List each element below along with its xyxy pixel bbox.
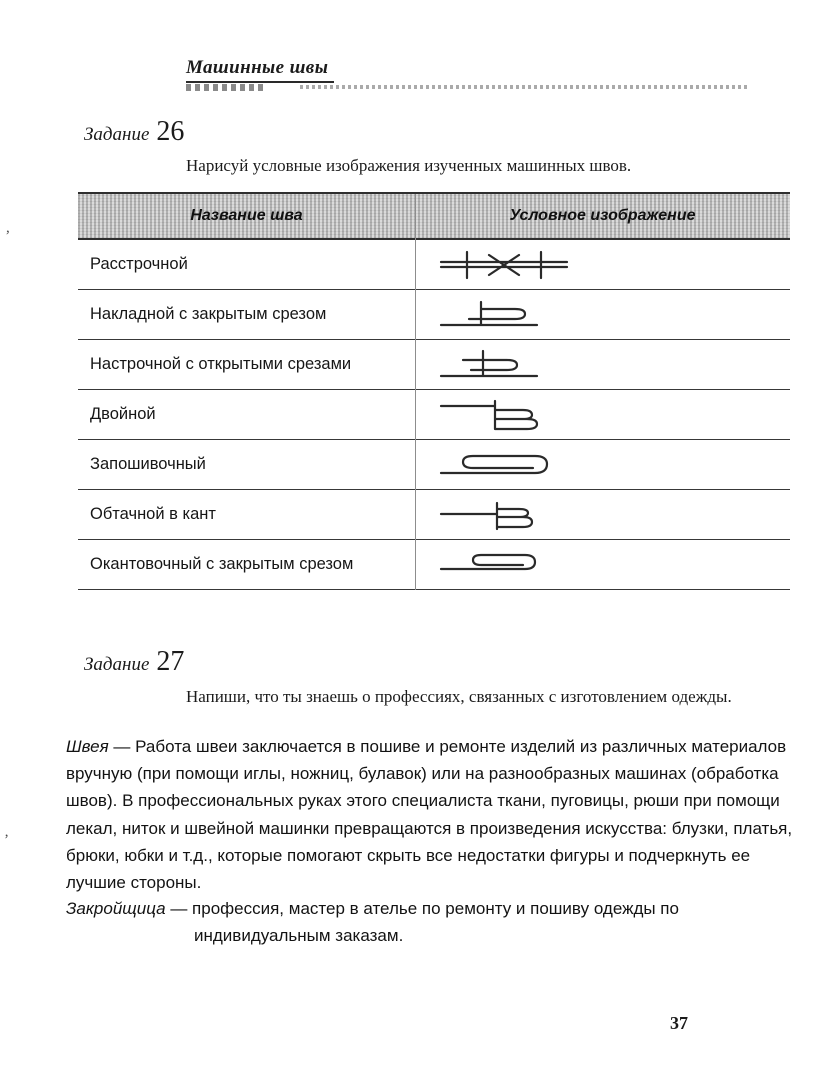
task26-instruction: Нарисуй условные изображения изученных машинных швов. [186, 156, 632, 175]
seam-name: Накладной с закрытым срезом [90, 305, 327, 323]
symbol-cell [415, 398, 790, 432]
scan-noise-strip [186, 84, 266, 91]
table-row [78, 390, 790, 440]
nastrochnoy-open-edge-seam-icon [439, 348, 569, 382]
dash: — [113, 737, 131, 756]
dash: — [170, 899, 188, 918]
table-row [78, 540, 790, 590]
task-label: Задание [84, 124, 150, 145]
zaposhivochny-seam-icon [439, 448, 569, 482]
task27-heading [84, 646, 184, 678]
seam-name: Обтачной в кант [90, 505, 216, 523]
seam-table-header [78, 194, 790, 240]
column-divider [415, 194, 416, 590]
scan-artifact: , [6, 220, 10, 236]
column-header-seam-name: Название шва [190, 207, 303, 224]
task-number: 26 [156, 116, 185, 147]
section-title: Машинные швы [186, 57, 334, 83]
answer-text: Работа швеи заключается в пошиве и ремонте изделий из различных материалов вручную (при помощи иглы, ножниц, булавок) или на разнообразных машинах (обработка швов). В профессиональных руках этого специалиста ткани, пуговицы, рюши при помощи лекал, ниток и швейной машинки превращаются в произведения искусства: блузки, платья, брюки, юбки и т.д., которые помогают скрыть все недостатки фигуры и подчеркнуть ее лучшие стороны. [66, 737, 793, 892]
answer-text: профессия, мастер в ателье по ремонту и пошиву одежды по индивидуальным заказам. [192, 899, 679, 946]
page-number: 37 [670, 1013, 688, 1033]
nakladnoy-closed-edge-seam-icon [439, 298, 569, 332]
task26-heading [84, 116, 184, 148]
seam-name: Окантовочный с закрытым срезом [90, 555, 354, 573]
table-row [78, 490, 790, 540]
task-label: Задание [84, 654, 150, 675]
profession-term: Швея [66, 737, 109, 756]
answer-shveya [66, 733, 814, 896]
seam-name: Запошивочный [90, 455, 206, 473]
symbol-cell [415, 548, 790, 582]
table-row [78, 240, 790, 290]
scan-noise-strip [300, 85, 748, 89]
symbol-cell [415, 448, 790, 482]
seam-table [78, 192, 790, 590]
dvoynoy-seam-icon [439, 398, 569, 432]
symbol-cell [415, 498, 790, 532]
table-row [78, 340, 790, 390]
answer-zakroyshchitsa [66, 895, 814, 949]
okantovochny-closed-edge-seam-icon [439, 548, 569, 582]
obtachnoy-v-kant-seam-icon [439, 498, 569, 532]
table-row [78, 290, 790, 340]
task-number: 27 [156, 646, 185, 677]
table-row [78, 440, 790, 490]
seam-name: Настрочной с открытыми срезами [90, 355, 352, 373]
task27-instruction: Напиши, что ты знаешь о профессиях, связанных с изготовлением одежды. [186, 687, 732, 706]
column-header-symbol: Условное изображение [509, 207, 696, 224]
rasstrochnoy-seam-icon [439, 248, 569, 282]
symbol-cell [415, 298, 790, 332]
seam-name: Расстрочной [90, 255, 188, 273]
scan-artifact: ’ [4, 832, 9, 848]
seam-name: Двойной [90, 405, 156, 423]
profession-term: Закройщица [66, 899, 166, 918]
symbol-cell [415, 248, 790, 282]
symbol-cell [415, 348, 790, 382]
